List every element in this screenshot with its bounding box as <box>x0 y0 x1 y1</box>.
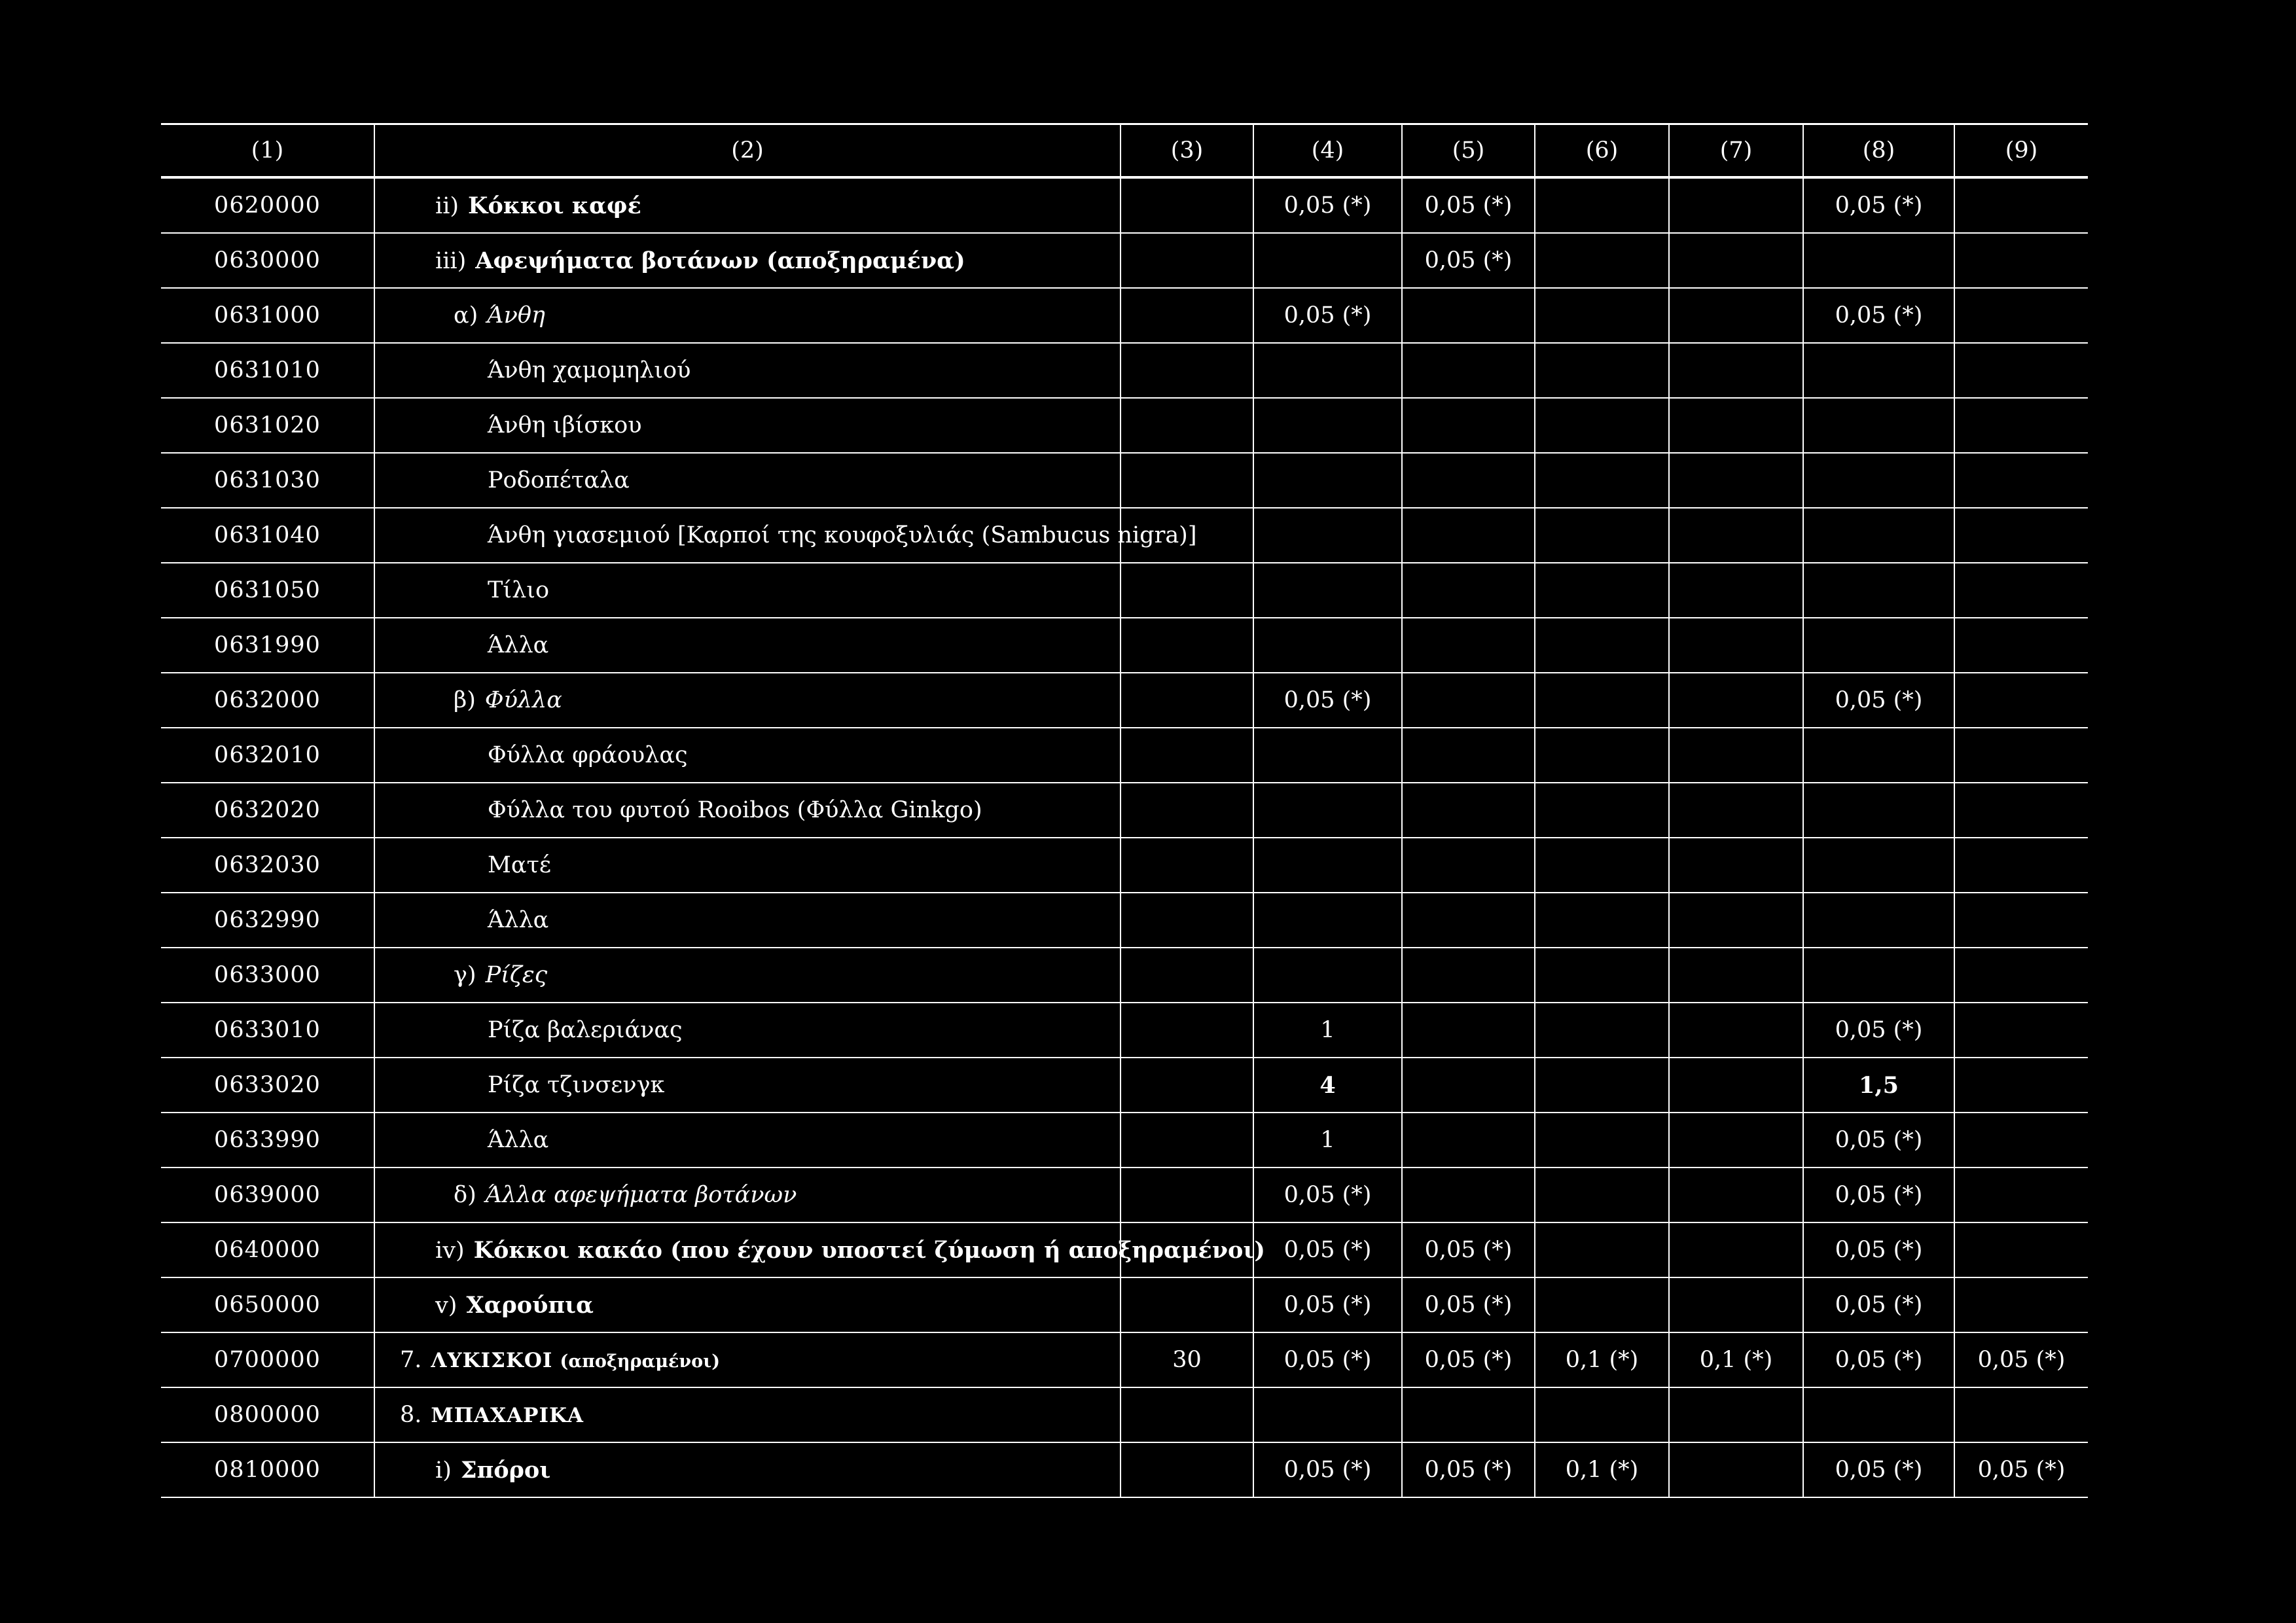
mrl-value-c7 <box>1669 673 1803 728</box>
mrl-value-c5 <box>1402 893 1535 948</box>
mrl-value-c9 <box>1954 1277 2088 1332</box>
mrl-value-c4 <box>1253 563 1402 618</box>
mrl-value-c8 <box>1803 453 1954 508</box>
mrl-value-c6 <box>1535 618 1669 673</box>
mrl-value-c8: 0,05 (*) <box>1803 673 1954 728</box>
mrl-value-c6 <box>1535 453 1669 508</box>
mrl-value-c3 <box>1121 893 1253 948</box>
product-name: Σπόροι <box>460 1456 551 1484</box>
product-name: Άλλα <box>488 1127 549 1153</box>
item-marker: δ) <box>454 1182 476 1208</box>
product-name-cell <box>374 1058 1121 1113</box>
table-row <box>161 1058 2088 1113</box>
col-header-5: (5) <box>1402 124 1535 178</box>
product-name: Ρίζες <box>485 962 548 988</box>
product-name: Χαρούπια <box>466 1291 594 1319</box>
product-name-cell <box>374 1277 1121 1332</box>
product-name: Φύλλα φράουλας <box>488 742 688 768</box>
product-name-cell <box>374 1113 1121 1168</box>
table-row <box>161 563 2088 618</box>
mrl-value-c6 <box>1535 1222 1669 1277</box>
col-header-9: (9) <box>1954 124 2088 178</box>
mrl-value-c4: 0,05 (*) <box>1253 1442 1402 1497</box>
product-name: Ρίζα βαλεριάνας <box>488 1017 683 1043</box>
product-name: Αφεψήματα βοτάνων (αποξηραμένα) <box>475 247 965 274</box>
mrl-value-c5: 0,05 (*) <box>1402 1442 1535 1497</box>
mrl-value-c4 <box>1253 618 1402 673</box>
mrl-value-c3 <box>1121 233 1253 288</box>
mrl-value-c4: 1 <box>1253 1003 1402 1058</box>
mrl-value-c6 <box>1535 1277 1669 1332</box>
mrl-value-c4 <box>1253 728 1402 783</box>
mrl-value-c6 <box>1535 838 1669 893</box>
mrl-value-c5 <box>1402 783 1535 838</box>
mrl-value-c9: 0,05 (*) <box>1954 1442 2088 1497</box>
mrl-value-c7 <box>1669 177 1803 233</box>
mrl-value-c7 <box>1669 838 1803 893</box>
mrl-value-c5: 0,05 (*) <box>1402 1222 1535 1277</box>
mrl-value-c5 <box>1402 508 1535 563</box>
item-marker: 7. <box>400 1347 422 1373</box>
mrl-value-c7 <box>1669 728 1803 783</box>
col-header-6: (6) <box>1535 124 1669 178</box>
mrl-value-c8 <box>1803 948 1954 1003</box>
mrl-value-c7 <box>1669 1003 1803 1058</box>
mrl-value-c7 <box>1669 618 1803 673</box>
product-name-cell <box>374 508 1197 563</box>
item-marker: α) <box>454 302 478 329</box>
table-row <box>161 948 2088 1003</box>
mrl-value-c9: 0,05 (*) <box>1954 1332 2088 1387</box>
mrl-value-c5 <box>1402 1058 1535 1113</box>
mrl-value-c3 <box>1121 453 1253 508</box>
mrl-value-c7 <box>1669 233 1803 288</box>
table-row <box>161 893 2088 948</box>
mrl-value-c4: 0,05 (*) <box>1253 673 1402 728</box>
product-name-cell <box>374 1332 1121 1387</box>
mrl-value-c8 <box>1803 563 1954 618</box>
mrl-value-c4 <box>1253 838 1402 893</box>
mrl-value-c8 <box>1803 343 1954 398</box>
mrl-value-c5 <box>1402 563 1535 618</box>
product-code: 0630000 <box>161 233 374 288</box>
product-name: Άνθη ιβίσκου <box>488 412 642 438</box>
product-code: 0632990 <box>161 893 374 948</box>
mrl-value-c5: 0,05 (*) <box>1402 233 1535 288</box>
mrl-value-c6 <box>1535 343 1669 398</box>
mrl-value-c5 <box>1402 948 1535 1003</box>
product-name-cell <box>374 563 1121 618</box>
mrl-value-c3 <box>1121 1277 1253 1332</box>
mrl-value-c9 <box>1954 508 2088 563</box>
product-name-suffix: (αποξηραμένοι) <box>560 1351 720 1372</box>
mrl-value-c4 <box>1253 893 1402 948</box>
mrl-value-c9 <box>1954 1168 2088 1222</box>
product-code: 0631000 <box>161 288 374 343</box>
product-code: 0620000 <box>161 177 374 233</box>
mrl-value-c3 <box>1121 398 1253 453</box>
product-name-cell <box>374 1222 1265 1277</box>
mrl-value-c8: 0,05 (*) <box>1803 288 1954 343</box>
mrl-value-c9 <box>1954 563 2088 618</box>
col-header-3: (3) <box>1121 124 1253 178</box>
mrl-value-c5: 0,05 (*) <box>1402 1277 1535 1332</box>
product-name: ΛΥΚΙΣΚΟΙ <box>431 1349 553 1372</box>
col-header-7: (7) <box>1669 124 1803 178</box>
table-row <box>161 1003 2088 1058</box>
mrl-value-c9 <box>1954 838 2088 893</box>
mrl-value-c4: 0,05 (*) <box>1253 177 1402 233</box>
mrl-value-c4 <box>1253 453 1402 508</box>
table-row <box>161 398 2088 453</box>
mrl-value-c4: 0,05 (*) <box>1253 1277 1402 1332</box>
product-name-cell <box>374 673 1121 728</box>
mrl-value-c6 <box>1535 1168 1669 1222</box>
mrl-value-c8 <box>1803 233 1954 288</box>
mrl-value-c5 <box>1402 728 1535 783</box>
product-name: Φύλλα του φυτού Rooibos (Φύλλα Ginkgo) <box>488 797 982 823</box>
table-row <box>161 728 2088 783</box>
product-name-cell <box>374 618 1121 673</box>
mrl-value-c5 <box>1402 398 1535 453</box>
mrl-value-c8: 1,5 <box>1803 1058 1954 1113</box>
col-header-1: (1) <box>161 124 374 178</box>
mrl-value-c5: 0,05 (*) <box>1402 1332 1535 1387</box>
mrl-value-c6 <box>1535 177 1669 233</box>
mrl-value-c4: 0,05 (*) <box>1253 1332 1402 1387</box>
mrl-value-c5: 0,05 (*) <box>1402 177 1535 233</box>
product-code: 0631020 <box>161 398 374 453</box>
product-code: 0632000 <box>161 673 374 728</box>
header-row <box>161 124 2088 178</box>
table-row <box>161 1387 2088 1442</box>
product-code: 0631990 <box>161 618 374 673</box>
mrl-value-c7 <box>1669 1168 1803 1222</box>
product-name-cell <box>374 783 1121 838</box>
mrl-value-c7 <box>1669 343 1803 398</box>
table-row <box>161 1222 2088 1277</box>
mrl-value-c6 <box>1535 288 1669 343</box>
mrl-value-c5 <box>1402 453 1535 508</box>
mrl-value-c9 <box>1954 453 2088 508</box>
product-name-cell <box>374 893 1121 948</box>
mrl-value-c8: 0,05 (*) <box>1803 1222 1954 1277</box>
table-row <box>161 233 2088 288</box>
mrl-value-c7 <box>1669 1222 1803 1277</box>
table-row <box>161 288 2088 343</box>
mrl-value-c8 <box>1803 783 1954 838</box>
product-name: Ροδοπέταλα <box>488 467 630 493</box>
mrl-value-c3 <box>1121 1442 1253 1497</box>
mrl-value-c7 <box>1669 453 1803 508</box>
product-name: Κόκκοι καφέ <box>468 192 641 219</box>
mrl-value-c4 <box>1253 343 1402 398</box>
product-name-cell <box>374 1442 1121 1497</box>
mrl-value-c4 <box>1253 948 1402 1003</box>
mrl-value-c8 <box>1803 618 1954 673</box>
mrl-value-c4: 0,05 (*) <box>1253 288 1402 343</box>
item-marker: iv) <box>435 1237 465 1264</box>
mrl-value-c7: 0,1 (*) <box>1669 1332 1803 1387</box>
col-header-8: (8) <box>1803 124 1954 178</box>
table-body <box>161 177 2088 1497</box>
mrl-value-c3 <box>1121 728 1253 783</box>
mrl-value-c3 <box>1121 618 1253 673</box>
mrl-value-c7 <box>1669 1058 1803 1113</box>
mrl-value-c8 <box>1803 398 1954 453</box>
product-code: 0631040 <box>161 508 374 563</box>
mrl-value-c9 <box>1954 1387 2088 1442</box>
product-name: Φύλλα <box>484 687 562 713</box>
mrl-value-c6 <box>1535 1387 1669 1442</box>
mrl-value-c6: 0,1 (*) <box>1535 1442 1669 1497</box>
mrl-value-c6 <box>1535 233 1669 288</box>
product-name-cell <box>374 1003 1121 1058</box>
mrl-value-c6 <box>1535 563 1669 618</box>
mrl-value-c8: 0,05 (*) <box>1803 1113 1954 1168</box>
product-name-cell <box>374 177 1121 233</box>
mrl-value-c6 <box>1535 673 1669 728</box>
mrl-value-c3 <box>1121 1168 1253 1222</box>
mrl-value-c7 <box>1669 1442 1803 1497</box>
mrl-value-c9 <box>1954 233 2088 288</box>
mrl-value-c3 <box>1121 177 1253 233</box>
table-row <box>161 343 2088 398</box>
mrl-value-c7 <box>1669 1113 1803 1168</box>
residue-limits-table <box>161 123 2088 1498</box>
product-code: 0633000 <box>161 948 374 1003</box>
mrl-value-c4 <box>1253 783 1402 838</box>
mrl-value-c9 <box>1954 177 2088 233</box>
mrl-value-c6 <box>1535 1058 1669 1113</box>
mrl-value-c7 <box>1669 1387 1803 1442</box>
product-code: 0650000 <box>161 1277 374 1332</box>
product-code: 0632020 <box>161 783 374 838</box>
mrl-value-c8 <box>1803 838 1954 893</box>
mrl-value-c5 <box>1402 1113 1535 1168</box>
table-row <box>161 783 2088 838</box>
mrl-value-c9 <box>1954 728 2088 783</box>
mrl-value-c8: 0,05 (*) <box>1803 1442 1954 1497</box>
mrl-value-c9 <box>1954 1113 2088 1168</box>
product-name: Ματέ <box>488 852 551 878</box>
table-row <box>161 1332 2088 1387</box>
table-row <box>161 1277 2088 1332</box>
table-row <box>161 453 2088 508</box>
mrl-value-c7 <box>1669 288 1803 343</box>
mrl-value-c5 <box>1402 618 1535 673</box>
mrl-value-c4 <box>1253 398 1402 453</box>
mrl-value-c3 <box>1121 838 1253 893</box>
col-header-4: (4) <box>1253 124 1402 178</box>
mrl-value-c6: 0,1 (*) <box>1535 1332 1669 1387</box>
mrl-value-c5 <box>1402 288 1535 343</box>
mrl-value-c3 <box>1121 343 1253 398</box>
mrl-value-c8 <box>1803 508 1954 563</box>
mrl-value-c8: 0,05 (*) <box>1803 1332 1954 1387</box>
product-name: ΜΠΑΧΑΡΙΚΑ <box>431 1404 584 1427</box>
col-header-2: (2) <box>374 124 1121 178</box>
mrl-value-c9 <box>1954 893 2088 948</box>
mrl-value-c5 <box>1402 1003 1535 1058</box>
mrl-value-c3 <box>1121 673 1253 728</box>
mrl-value-c8 <box>1803 1387 1954 1442</box>
mrl-value-c7 <box>1669 783 1803 838</box>
product-name: Άλλα αφεψήματα βοτάνων <box>485 1182 797 1208</box>
mrl-value-c7 <box>1669 563 1803 618</box>
mrl-value-c3 <box>1121 1003 1253 1058</box>
mrl-value-c3 <box>1121 948 1253 1003</box>
product-code: 0639000 <box>161 1168 374 1222</box>
mrl-value-c3 <box>1121 1387 1253 1442</box>
mrl-value-c3 <box>1121 1113 1253 1168</box>
mrl-value-c5 <box>1402 343 1535 398</box>
item-marker: γ) <box>454 962 476 988</box>
table-row <box>161 508 2088 563</box>
product-name: Άλλα <box>488 632 549 658</box>
product-name: Άνθη <box>487 302 545 329</box>
product-code: 0631030 <box>161 453 374 508</box>
mrl-value-c6 <box>1535 728 1669 783</box>
mrl-value-c6 <box>1535 893 1669 948</box>
table-row <box>161 838 2088 893</box>
mrl-value-c5 <box>1402 1387 1535 1442</box>
mrl-value-c6 <box>1535 1003 1669 1058</box>
mrl-value-c4 <box>1253 508 1402 563</box>
mrl-value-c3: 30 <box>1121 1332 1253 1387</box>
table-row <box>161 1168 2088 1222</box>
mrl-value-c4: 0,05 (*) <box>1253 1168 1402 1222</box>
product-code: 0640000 <box>161 1222 374 1277</box>
product-code: 0633020 <box>161 1058 374 1113</box>
mrl-value-c9 <box>1954 1058 2088 1113</box>
mrl-value-c9 <box>1954 783 2088 838</box>
mrl-value-c8: 0,05 (*) <box>1803 1168 1954 1222</box>
mrl-value-c4: 4 <box>1253 1058 1402 1113</box>
product-name: Άνθη χαμομηλιού <box>488 357 691 383</box>
product-name: Κόκκοι κακάο (που έχουν υποστεί ζύμωση ή αποξηραμένοι) <box>473 1236 1265 1264</box>
mrl-value-c9 <box>1954 1222 2088 1277</box>
mrl-value-c8: 0,05 (*) <box>1803 1277 1954 1332</box>
product-name: Ρίζα τζινσενγκ <box>488 1072 665 1098</box>
mrl-value-c9 <box>1954 673 2088 728</box>
item-marker: v) <box>435 1292 457 1319</box>
product-name-cell <box>374 233 1121 288</box>
mrl-value-c6 <box>1535 508 1669 563</box>
item-marker: β) <box>454 687 476 713</box>
mrl-value-c4: 1 <box>1253 1113 1402 1168</box>
mrl-value-c3 <box>1121 1058 1253 1113</box>
mrl-value-c6 <box>1535 398 1669 453</box>
product-code: 0810000 <box>161 1442 374 1497</box>
product-code: 0633010 <box>161 1003 374 1058</box>
product-name-cell <box>374 1168 1121 1222</box>
mrl-value-c4 <box>1253 233 1402 288</box>
table-row <box>161 673 2088 728</box>
product-name-cell <box>374 398 1121 453</box>
mrl-value-c7 <box>1669 398 1803 453</box>
mrl-value-c8 <box>1803 893 1954 948</box>
mrl-value-c8 <box>1803 728 1954 783</box>
item-marker: 8. <box>400 1402 422 1428</box>
product-name-cell <box>374 728 1121 783</box>
product-code: 0632010 <box>161 728 374 783</box>
product-code: 0700000 <box>161 1332 374 1387</box>
mrl-value-c9 <box>1954 948 2088 1003</box>
mrl-value-c6 <box>1535 1113 1669 1168</box>
mrl-value-c8: 0,05 (*) <box>1803 177 1954 233</box>
product-code: 0631050 <box>161 563 374 618</box>
mrl-value-c5 <box>1402 1168 1535 1222</box>
mrl-value-c7 <box>1669 508 1803 563</box>
mrl-value-c4: 0,05 (*) <box>1253 1222 1402 1277</box>
product-code: 0800000 <box>161 1387 374 1442</box>
mrl-value-c4 <box>1253 1387 1402 1442</box>
mrl-value-c7 <box>1669 948 1803 1003</box>
mrl-value-c3 <box>1121 783 1253 838</box>
mrl-value-c9 <box>1954 343 2088 398</box>
table-row <box>161 177 2088 233</box>
mrl-value-c6 <box>1535 948 1669 1003</box>
product-code: 0633990 <box>161 1113 374 1168</box>
product-name-cell <box>374 453 1121 508</box>
product-code: 0631010 <box>161 343 374 398</box>
product-name-cell <box>374 343 1121 398</box>
mrl-value-c6 <box>1535 783 1669 838</box>
product-name: Τίλιο <box>488 577 550 603</box>
table-row <box>161 1442 2088 1497</box>
table-row <box>161 618 2088 673</box>
item-marker: iii) <box>435 247 467 274</box>
item-marker: i) <box>435 1457 452 1484</box>
mrl-value-c9 <box>1954 1003 2088 1058</box>
mrl-value-c9 <box>1954 618 2088 673</box>
mrl-value-c7 <box>1669 893 1803 948</box>
product-name-cell <box>374 948 1121 1003</box>
product-name-cell <box>374 288 1121 343</box>
product-name-cell <box>374 1387 1121 1442</box>
table-row <box>161 1113 2088 1168</box>
mrl-value-c3 <box>1121 288 1253 343</box>
mrl-value-c7 <box>1669 1277 1803 1332</box>
product-name: Άλλα <box>488 907 549 933</box>
mrl-value-c9 <box>1954 288 2088 343</box>
mrl-value-c5 <box>1402 838 1535 893</box>
mrl-value-c9 <box>1954 398 2088 453</box>
mrl-value-c3 <box>1121 563 1253 618</box>
product-name: Άνθη γιασεμιού [Καρποί της κουφοξυλιάς (Sambucus nigra)] <box>488 522 1197 548</box>
mrl-value-c8: 0,05 (*) <box>1803 1003 1954 1058</box>
product-code: 0632030 <box>161 838 374 893</box>
mrl-value-c5 <box>1402 673 1535 728</box>
item-marker: ii) <box>435 192 459 219</box>
product-name-cell <box>374 838 1121 893</box>
